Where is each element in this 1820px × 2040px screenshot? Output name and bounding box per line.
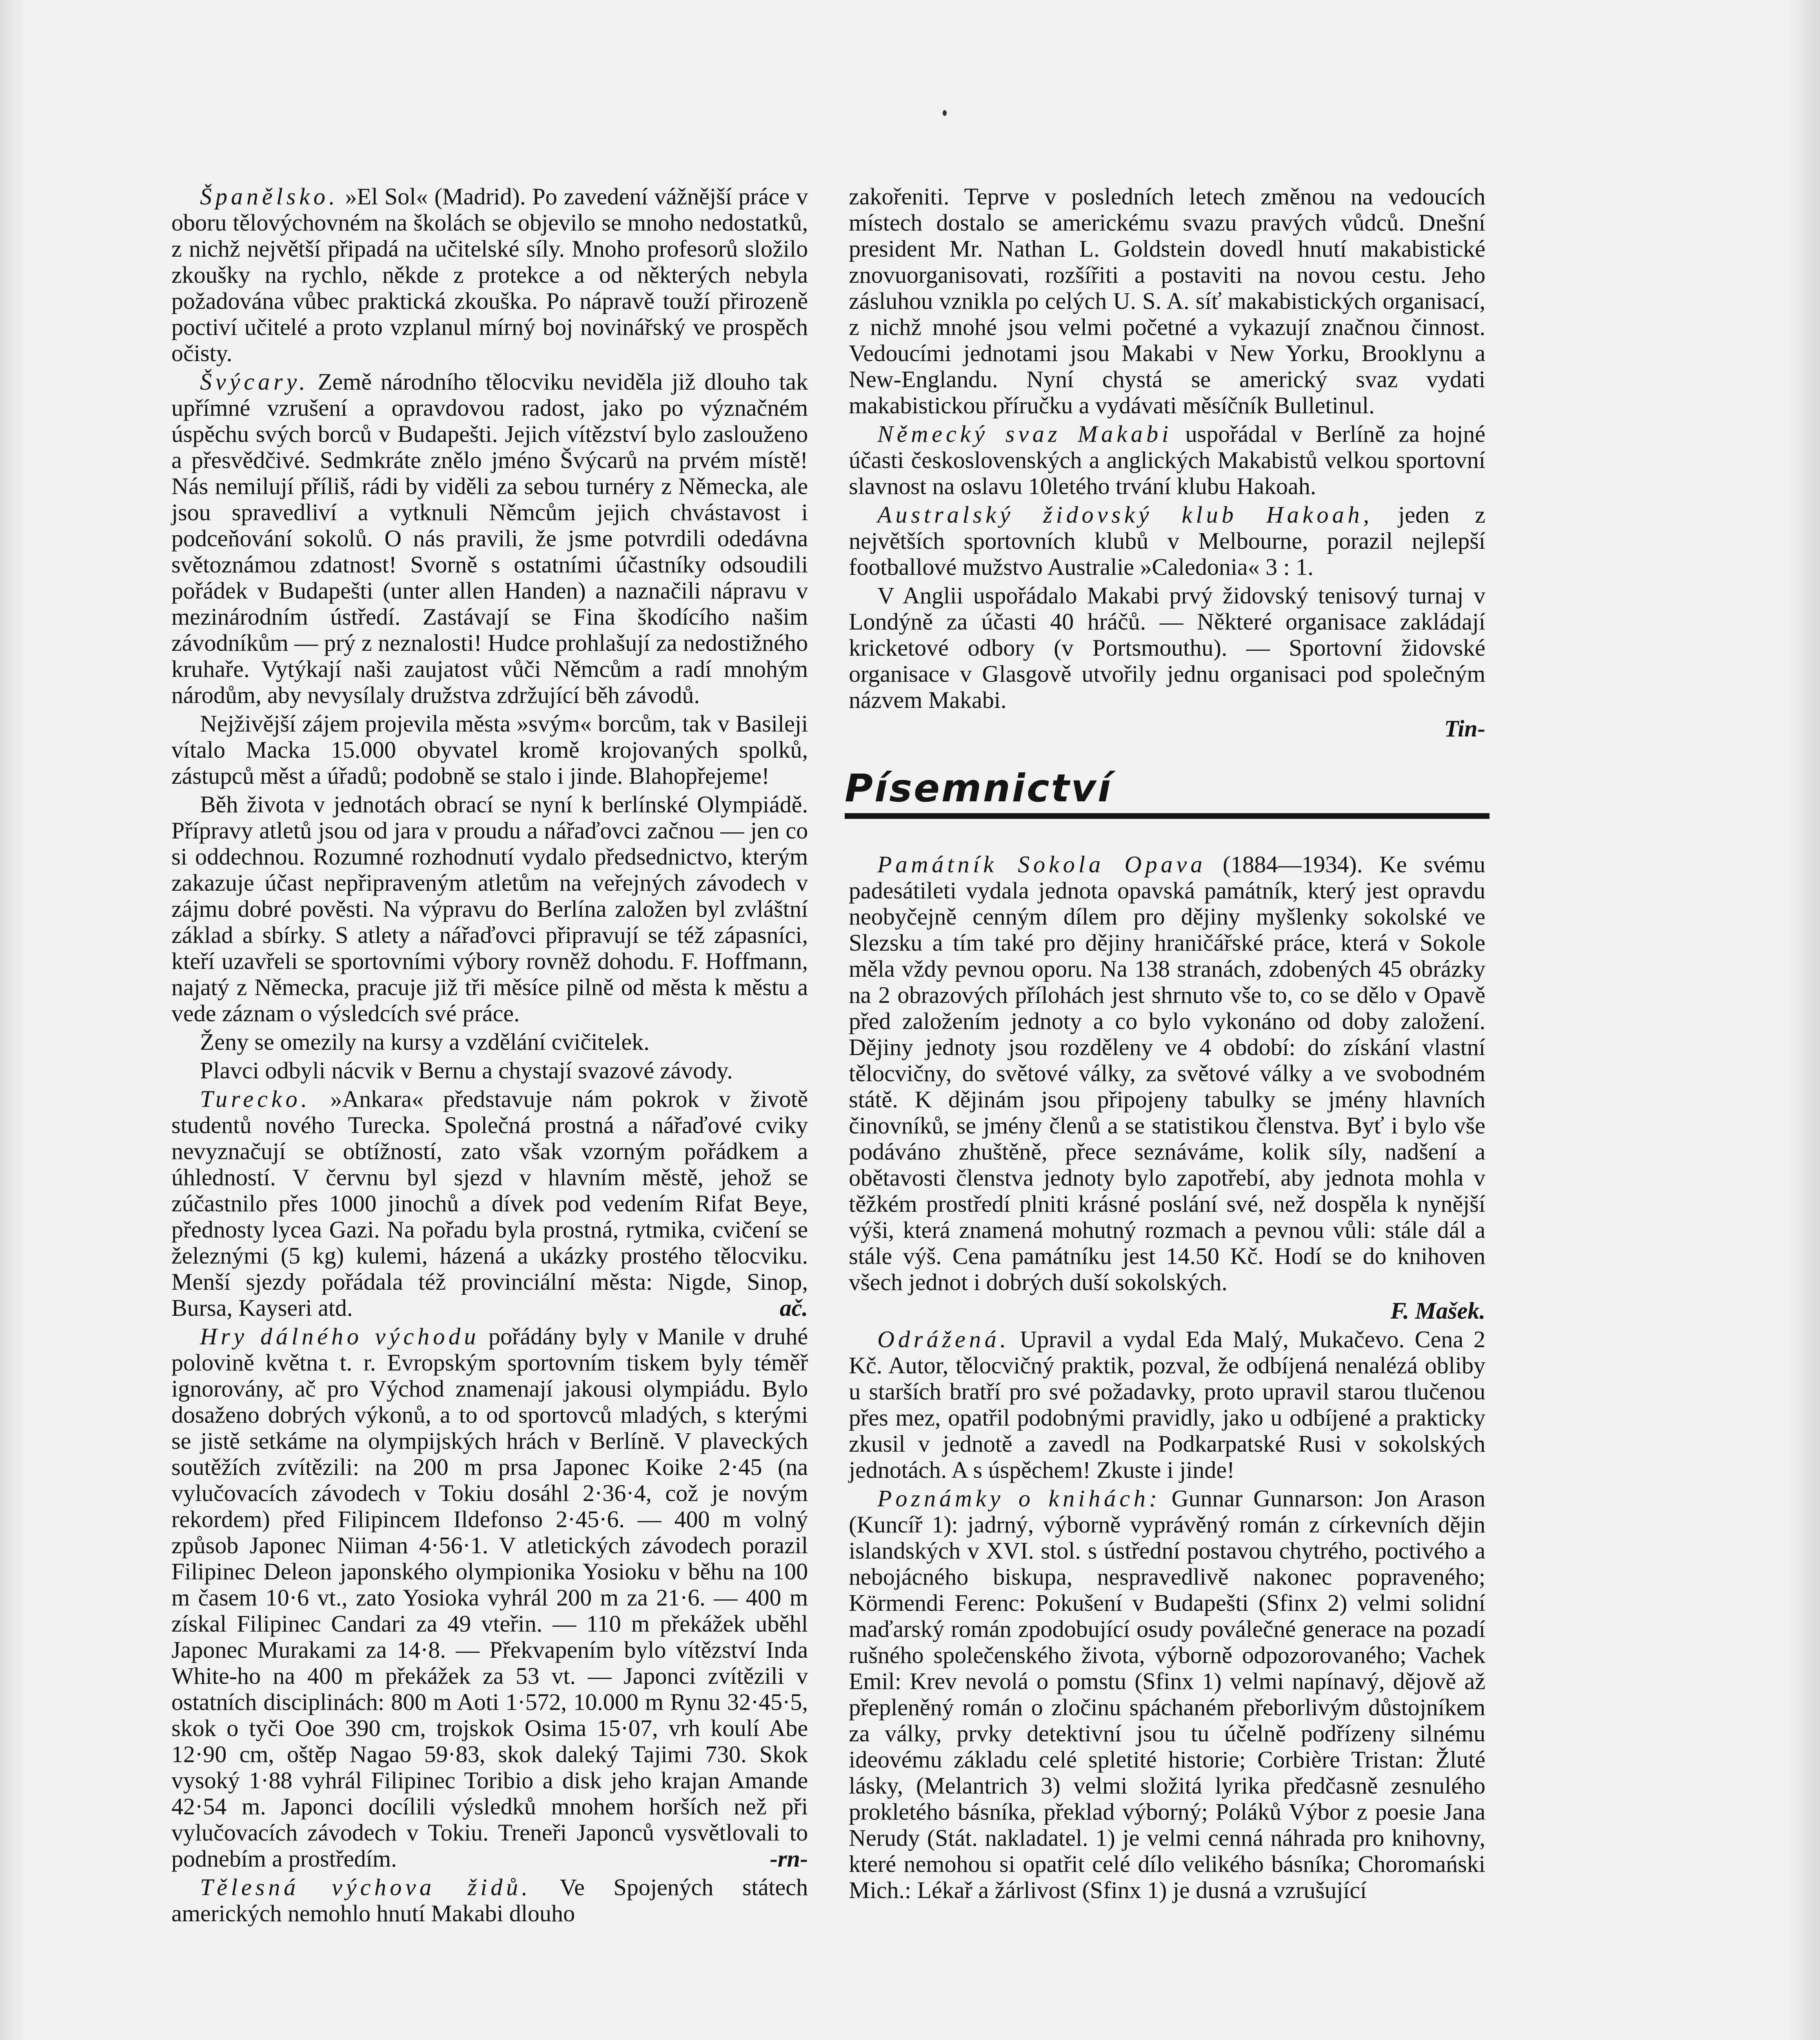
article-lead: Švýcary. [200, 368, 309, 395]
article-text: Gunnar Gunnarson: Jon Arason (Kuncíř 1): jadrný, výborně vyprávěný román z církevních dějin islandských v XVI. stol. s ústřední postavou chytrého, poctivého a nebojácného biskupa, nespravedlivě nakonec popraveného; Körmendi Ferenc: Pokušení v Budapešti (Sfinx 2) velmi solidní maďarský román zpodobující osudy poválečné generace na pozadí rušného společenského života, výborně odpozorovaného; Vachek Emil: Krev nevolá o pomstu (Sfinx 1) velmi napínavý, dějově až přepleněný román o zločinu spáchaném přeborlivým důstojníkem za války, prvky detektivní jsou tu účelně podřízeny silnému ideovému základu celé spletité historie; Corbière Tristan: Žluté lásky, (Melantrich 3) velmi složitá lyrika předčasně zesnulého prokletého básníka, překlad výborný; Poláků Výbor z poesie Jana Nerudy (Stát. nakladatel. 1) je velmi cenná náhrada pro knihovny, které nemohou si opatřit celé dílo velikého básníka; Choromański Mich.: Lékař a žárlivost (Sfinx 1) je dusná a vzrušující [849, 1485, 1485, 1903]
article-text: Běh života v jednotách obrací se nyní k berlínské Olympiádě. Přípravy atletů jsou od jara v proudu a nářaďovci začnou — jen co si oddechnou. Rozumné rozhodnutí vydalo předsednictvo, kterým zakazuje účast nepřipraveným atletům na veřejných závodech v zájmu dobré pověsti. Na výpravu do Berlína založen byl zvláštní základ a sbírky. S atlety a nářaďovci připravují se též zápasníci, kteří uzavřeli se sportovními výbory rovněž dohodu. F. Hoffmann, najatý z Německa, pracuje již tři měsíce pilně od města k městu a vede záznam o výsledcích své práce. [171, 791, 808, 1027]
left-column [171, 184, 808, 1929]
article-paragraph [849, 184, 1485, 419]
author-signature: ač. [779, 1295, 808, 1321]
article-lead: Památník Sokola Opava [877, 851, 1206, 878]
article-text: jeden z největších sportovních klubů v Melbourne, porazil nejlepší footballové mužstvo Australie »Caledonia« 3 : 1. [849, 501, 1485, 580]
article-text: Upravil a vydal Eda Malý, Mukačevo. Cena 2 Kč. Autor, tělocvičný praktik, pozval, že odbíjená nenalézá obliby u starších bratří pro své požadavky, proto upravil starou tlučenou přes mez, opatřil podobnými pravidly, jako u odbíjené a prakticky zkusil v jednotě a zavedl na Podkarpatské Rusi v sokolských jednotách. A s úspěchem! Zkuste i jinde! [849, 1326, 1485, 1483]
article-lead: Španělsko. [200, 183, 339, 210]
article-hry-dalneho-vychodu [171, 1324, 808, 1872]
article-lead: Turecko. [200, 1086, 311, 1112]
article-lead: Hry dálného východu [200, 1323, 480, 1350]
article-text: uspořádal v Berlíně za hojné účasti československých a anglických Makabistů velkou sportovní slavnost na oslavu 10letého trvání klubu Hakoah. [849, 421, 1485, 499]
article-lead: Německý svaz Makabi [877, 421, 1172, 447]
article-lead: Australský židovský klub Hakoah, [877, 501, 1373, 528]
article-nemecky-svaz [849, 421, 1485, 499]
article-text: pořádány byly v Manile v druhé polovině května t. r. Evropským sportovním tiskem byly téměř ignorovány, ač pro Východ znamenají jakousi olympiádu. Bylo dosaženo dobrých výkonů, a to od sportovců mladých, s kterými se jistě setkáme na olympijských hrách v Berlíně. V plaveckých soutěžích zvítězili: na 200 m prsa Japonec Koike 2·45 (na vylučovacích závodech v Tokiu dosáhl 2·36·4, což je novým rekordem) před Filipincem Ildefonso 2·45·6. — 400 m volný způsob Japonec Niiman 4·56·1. V atletických závodech porazil Filipinec Deleon japonského olympionika Yosioku v běhu na 100 m časem 10·6 vt., zato Yosioka vyhrál 200 m za 21·6. — 400 m získal Filipinec Candari za 49 vteřin. — 110 m překážek uběhl Japonec Murakami za 14·8. — Překvapením bylo vítězství Inda White-ho na 400 m překážek za 53 vt. — Japonci zvítězili v ostatních disciplinách: 800 m Aoti 1·572, 10.000 m Rynu 32·45·5, skok o tyči Ooe 390 cm, trojskok Osima 15·07, vrh koulí Abe 12·90 cm, oštěp Nagao 59·83, skok daleký Tajimi 730. Skok vysoký 1·88 vyhrál Filipinec Toribio a disk jeho krajan Amande 42·54 m. Japonci docílili výsledků mnohem horších než při vylučovacích závodech v Tokiu. Treneři Japonců vysvětlovali to podnebím a prostředím. [171, 1323, 808, 1872]
author-signature: -rn- [770, 1845, 808, 1872]
article-text: Nejživější zájem projevila města »svým« borcům, tak v Basileji vítalo Macka 15.000 obyvatel kromě krojovaných spolků, zástupců měst a úřadů; podobně se stalo i jinde. Blahopřejeme! [171, 710, 808, 789]
article-lead: Tělesná výchova židů. [200, 1874, 531, 1900]
article-text: zakořeniti. Teprve v posledních letech změnou na vedoucích místech dostalo se americkému svazu pravých vůdců. Dnešní president Mr. Nathan L. Goldstein dovedl hnutí makabistické znovuorganisovati, rozšířiti a postaviti na novou cestu. Jeho zásluhou vznikla po celých U. S. A. síť makabistických organisací, z nichž mnohé jsou velmi početné a vykazují značnou činnost. Vedoucími jednotami jsou Makabi v New Yorku, Brooklynu a New-Englandu. Nyní chystá se americký svaz vydati makabistickou příručku a vydávati měsíčník Bulletinul. [849, 183, 1485, 419]
article-text: Země národního tělocviku neviděla již dlouho tak upřímné vzrušení a opravdovou radost, jako po význačném úspěchu svých borců v Budapešti. Jejich vítězství bylo zaslouženo a přesvědčivé. Sedmkráte znělo jméno Švýcarů na prvém místě! Nás nemilují příliš, rádi by viděli za sebou turnéry z Německa, ale jsou spravedliví a vytknuli Němcům jejich chvástavost i podceňování sokolů. O nás pravili, že jsme potvrdili odedávna světoznámou zdatnost! Svorně s ostatními účastníky odsoudili pořádek v Budapešti (unter allen Handen) a naznačili nápravu v mezinárodním ústředí. Zastávají se Fina škodícího našim závodníkům — prý z neznalosti! Hudce prohlašují za nedostižného kruhaře. Vytýkají naši zaujatost vůči Němcům a radí mnohým národům, aby nevysílaly družstva zdržující běh závodů. [171, 368, 808, 708]
article-turecko [171, 1086, 808, 1321]
article-text: V Anglii uspořádalo Makabi prvý židovský tenisový turnaj v Londýně za účasti 40 hráčů. — Některé organisace zakládají kricketové odbory (v Portsmouthu). — Sportovní židovské organisace v Glasgově utvořily jednu organisaci pod společným názvem Makabi. [849, 582, 1485, 713]
article-text: »El Sol« (Madrid). Po zavedení vážnější práce v oboru tělovýchovném na školách se objevilo se mnoho nedostatků, z nichž největší připadá na učitelské síly. Mnoho profesorů složilo zkoušky na rychlo, někde z protekce a od některých nebyla požadována vůbec praktická zkouška. Po nápravě touží přirozeně poctiví učitelé a proto vzplanul mírný boj novinářský ve prospěch očisty. [171, 183, 808, 366]
article-text: Ve Spojených státech amerických nemohlo hnutí Makabi dlouho [171, 1874, 808, 1927]
article-lead: Odrážená. [877, 1326, 1010, 1353]
article-pamatnik [849, 851, 1485, 1295]
article-paragraph [171, 792, 808, 1027]
article-text: (1884—1934). Ke svému padesátileti vydala jednota opavská památník, který jest opravdu neobyčejně cenným dílem pro dějiny myšlenky sokolské ve Slezsku a tím také pro dějiny hraničářské práce, která v Sokole měla vždy pevnou oporu. Na 138 stranách, zdobených 45 obrázky na 2 obrazových přílohách jest shrnuto vše to, co se dělo v Opavě před založením jednoty a co bylo vykonáno od doby založení. Dějiny jednoty jsou rozděleny ve 4 období: do získání vlastní tělocvičny, do světové války, za světové války a ve svobodném státě. K dějinám jsou připojeny tabulky se jmény hlavních činovníků, se jmény členů a se statistikou členstva. Byť i bylo vše podáváno zhuštěně, přece seznáváme, kolik síly, nadšení a obětavosti členstva jednoty bylo zapotřebí, aby jednota mohla v těžkém prostředí plniti krásné poslání své, než dospěla k nynější výši, která znamená mohutný rozmach a pevnou vůli: stále dál a stále výš. Cena památníku jest 14.50 Kč. Hodí se do knihoven všech jednot i dobrých duší sokolských. [849, 851, 1485, 1295]
article-poznamky [849, 1486, 1485, 1903]
scan-speck [943, 110, 947, 116]
article-text: »Ankara« představuje nám pokrok v životě studentů nového Turecka. Společná prostná a nářaďové cviky nevyznačují se obtížností, zato však vzorným pořádkem a úhledností. V červnu byl sjezd v hlavním městě, jehož se zúčastnilo přes 1000 jinochů a dívek pod vedením Rifat Beye, přednosty lycea Gazi. Na pořadu byla prostná, rytmika, cvičení se železnými (5 kg) kulemi, házená a ukázky prostého tělocviku. Menší sjezdy pořádala též provinciální města: Nigde, Sinop, Bursa, Kayseri atd. [171, 1086, 808, 1321]
article-paragraph [171, 1058, 808, 1084]
author-signature: F. Mašek. [1390, 1297, 1485, 1324]
article-telesna-vychova-zidu [171, 1874, 808, 1927]
article-paragraph [171, 1029, 808, 1055]
article-lead: Poznámky o knihách: [877, 1485, 1161, 1512]
article-spanelsko [171, 184, 808, 366]
right-column [845, 183, 1485, 1906]
article-odrazena [849, 1326, 1485, 1483]
article-paragraph [171, 711, 808, 789]
section-title: Písemnictví [845, 766, 1113, 811]
article-paragraph [849, 583, 1485, 713]
section-rule [845, 813, 1489, 819]
article-text: Ženy se omezily na kursy a vzdělání cvičitelek. [200, 1029, 650, 1055]
article-svycary [171, 369, 808, 708]
author-signature: Tin- [1444, 715, 1485, 742]
article-australsky-klub [849, 502, 1485, 580]
article-text: Plavci odbyli nácvik v Bernu a chystají svazové závody. [200, 1057, 733, 1084]
